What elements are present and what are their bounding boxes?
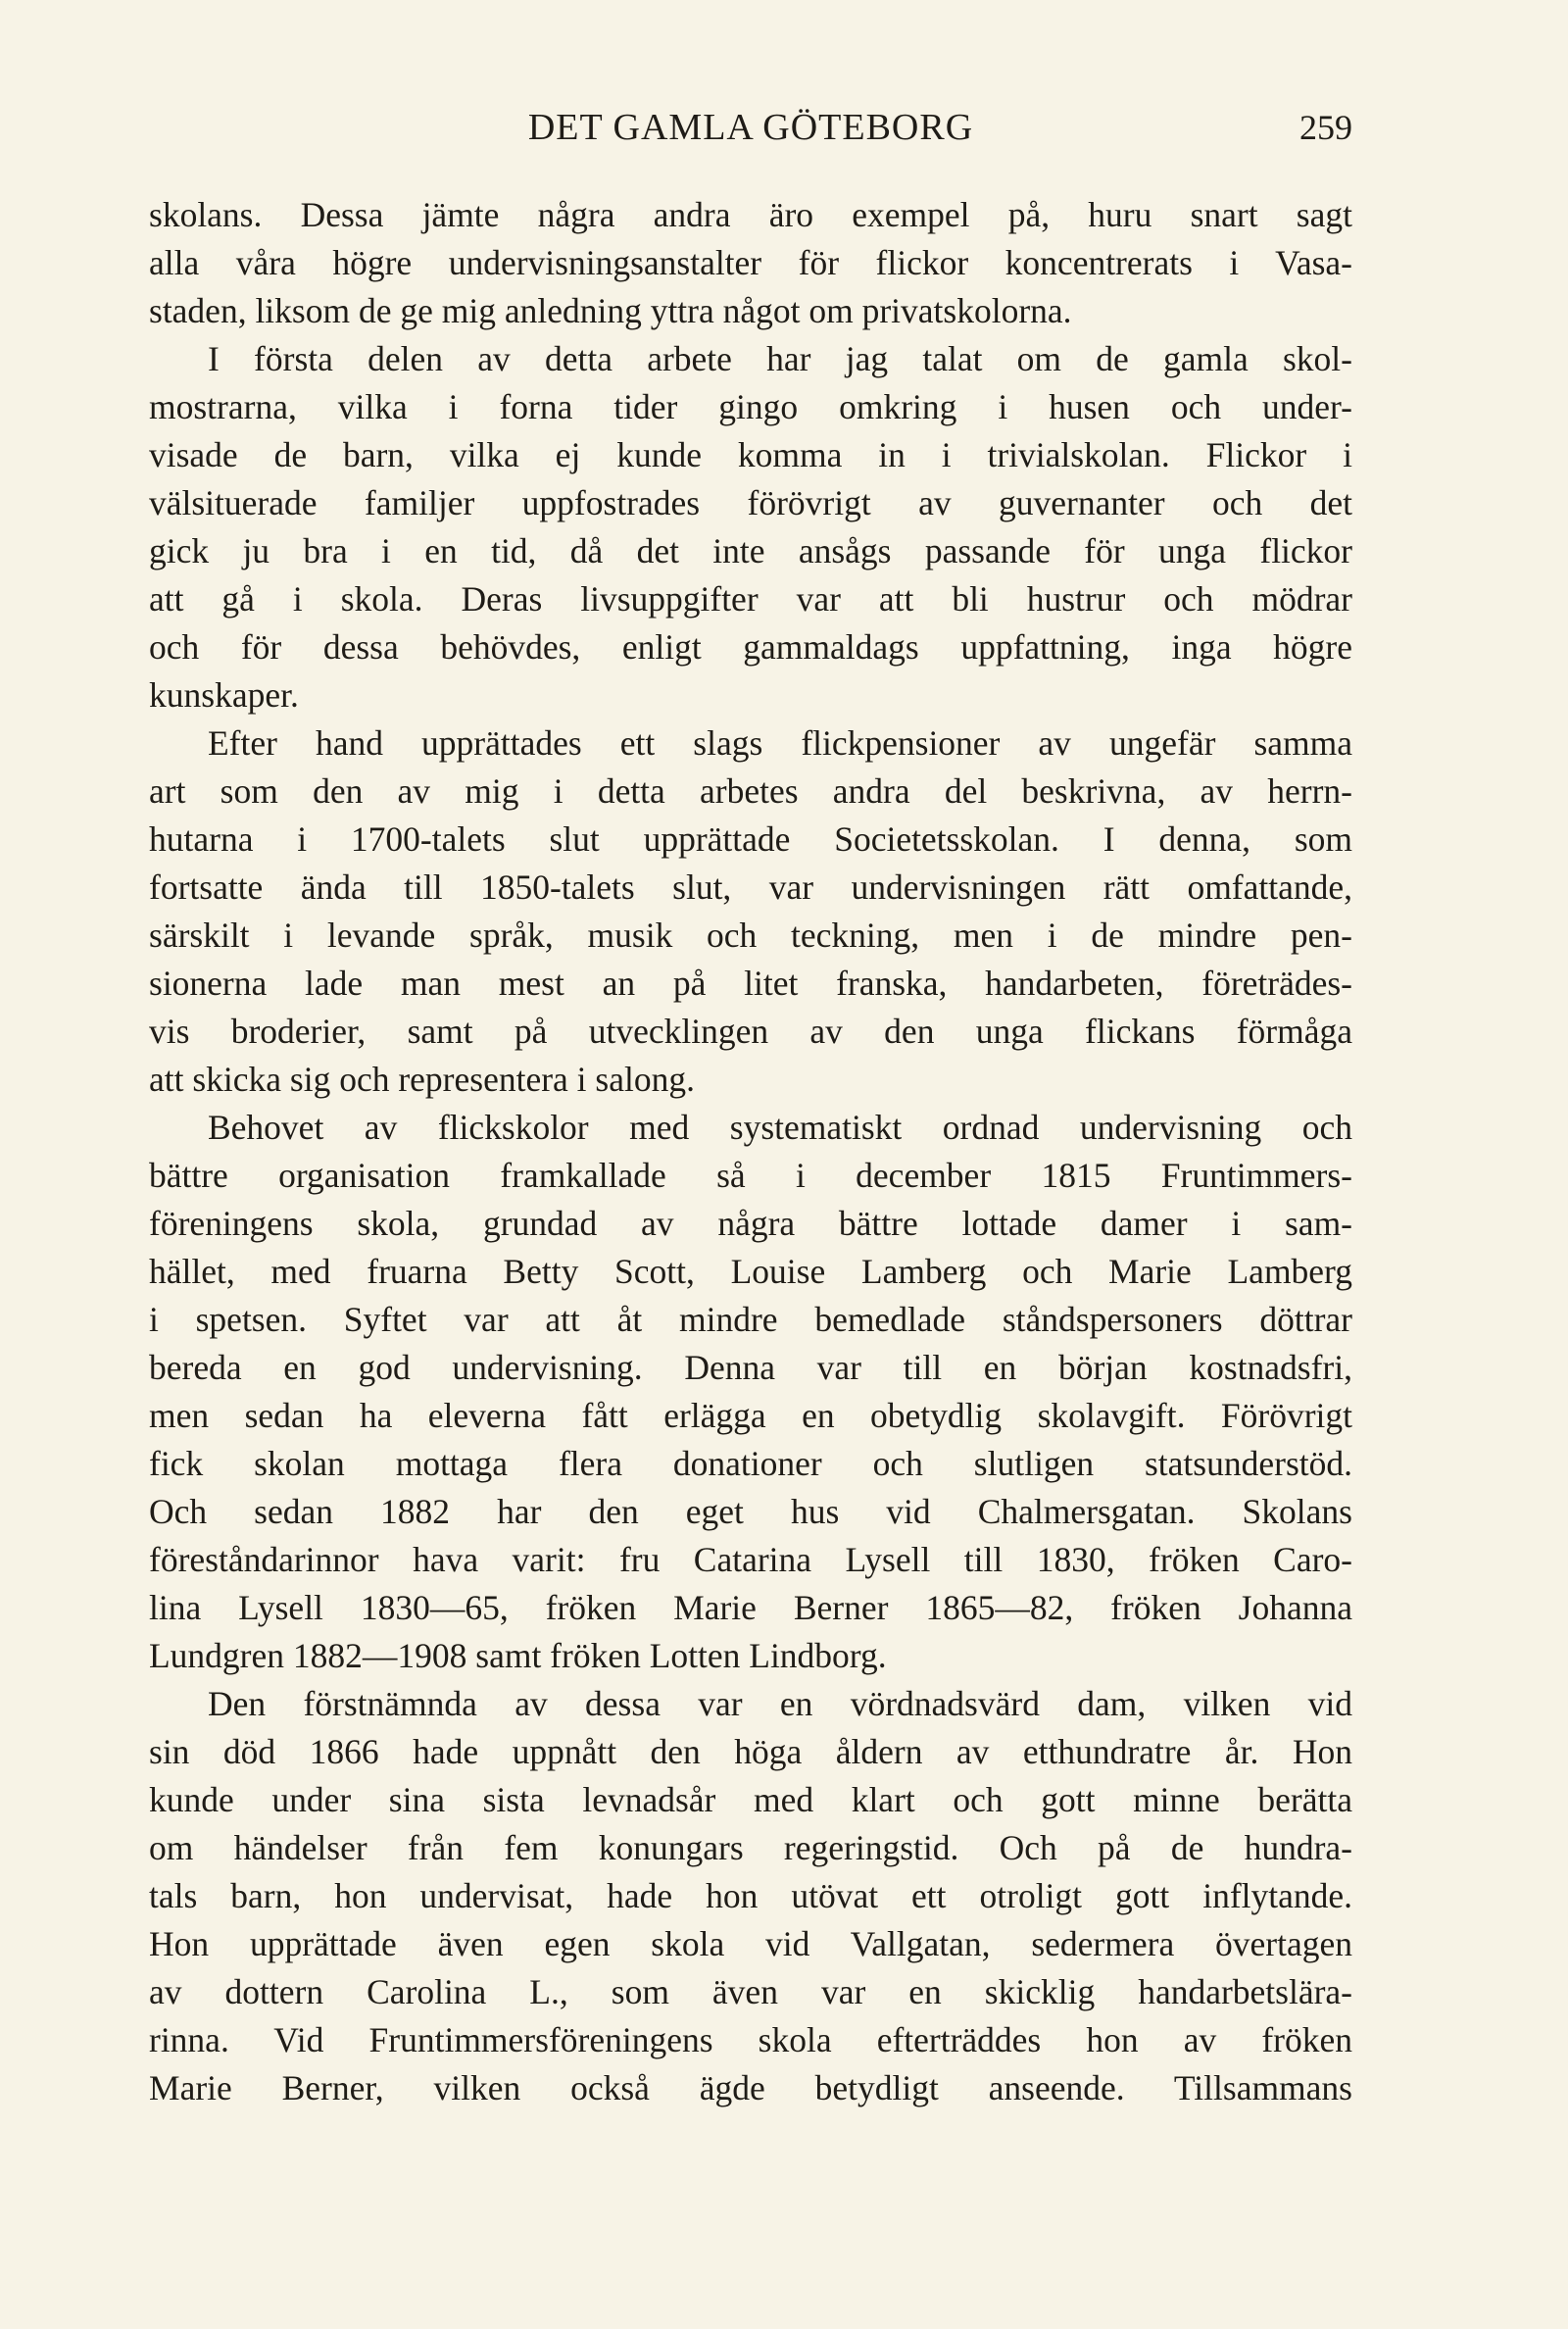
text-line: sin död 1866 hade uppnått den höga åldern av etthundratre år. Hon xyxy=(149,1732,1352,1771)
text-line: Marie Berner, vilken också ägde betydligt anseende. Tillsammans xyxy=(149,2068,1352,2107)
text-line: i spetsen. Syftet var att åt mindre bemedlade ståndspersoners döttrar xyxy=(149,1300,1352,1339)
text-line: tals barn, hon undervisat, hade hon utövat ett otroligt gott inflytande. xyxy=(149,1876,1352,1915)
text-line: att skicka sig och representera i salong. xyxy=(149,1060,695,1099)
text-line: föreståndarinnor hava varit: fru Catarina Lysell till 1830, fröken Caro- xyxy=(149,1540,1352,1579)
text-line: staden, liksom de ge mig anledning yttra något om privatskolorna. xyxy=(149,291,1072,330)
text-line: särskilt i levande språk, musik och teckning, men i de mindre pen- xyxy=(149,916,1352,955)
page-header xyxy=(149,98,1352,157)
text-line: hutarna i 1700-talets slut upprättade Societetsskolan. I denna, som xyxy=(149,819,1352,859)
text-line: och för dessa behövdes, enligt gammaldags uppfattning, inga högre xyxy=(149,627,1352,667)
text-line: vis broderier, samt på utvecklingen av den unga flickans förmåga xyxy=(149,1012,1352,1051)
text-line: fick skolan mottaga flera donationer och slutligen statsunderstöd. xyxy=(149,1444,1352,1483)
text-line: välsituerade familjer uppfostrades förövrigt av guvernanter och det xyxy=(149,483,1352,522)
text-line: kunskaper. xyxy=(149,675,299,715)
text-line: visade de barn, vilka ej kunde komma in i trivialskolan. Flickor i xyxy=(149,435,1352,474)
text-line: I första delen av detta arbete har jag talat om de gamla skol- xyxy=(208,339,1352,378)
text-line: om händelser från fem konungars regeringstid. Och på de hundra- xyxy=(149,1828,1352,1867)
text-line: fortsatte ända till 1850-talets slut, var undervisningen rätt omfattande, xyxy=(149,867,1352,907)
text-line: mostrarna, vilka i forna tider gingo omkring i husen och under- xyxy=(149,387,1352,426)
text-line: Den förstnämnda av dessa var en vördnadsvärd dam, vilken vid xyxy=(208,1684,1352,1723)
text-line: art som den av mig i detta arbetes andra del beskrivna, av herrn- xyxy=(149,771,1352,811)
body-text xyxy=(149,191,1352,2112)
text-line: bereda en god undervisning. Denna var till en början kostnadsfri, xyxy=(149,1348,1352,1387)
text-line: Hon upprättade även egen skola vid Vallgatan, sedermera övertagen xyxy=(149,1924,1352,1963)
text-line: lina Lysell 1830—65, fröken Marie Berner 1865—82, fröken Johanna xyxy=(149,1588,1352,1627)
text-line: föreningens skola, grundad av några bättre lottade damer i sam- xyxy=(149,1204,1352,1243)
text-line: skolans. Dessa jämte några andra äro exempel på, huru snart sagt xyxy=(149,195,1352,234)
text-line: Efter hand upprättades ett slags flickpensioner av ungefär samma xyxy=(208,723,1352,763)
text-line: rinna. Vid Fruntimmersföreningens skola efterträddes hon av fröken xyxy=(149,2020,1352,2059)
page-number: 259 xyxy=(1299,108,1352,147)
text-line: gick ju bra i en tid, då det inte ansågs passande för unga flickor xyxy=(149,531,1352,570)
text-line: alla våra högre undervisningsanstalter för flickor koncentrerats i Vasa- xyxy=(149,243,1352,282)
text-line: Lundgren 1882—1908 samt fröken Lotten Lindborg. xyxy=(149,1636,887,1675)
text-line: hället, med fruarna Betty Scott, Louise Lamberg och Marie Lamberg xyxy=(149,1252,1352,1291)
text-line: Behovet av flickskolor med systematiskt ordnad undervisning och xyxy=(208,1108,1352,1147)
text-line: av dottern Carolina L., som även var en skicklig handarbetslära- xyxy=(149,1972,1352,2011)
text-line: att gå i skola. Deras livsuppgifter var att bli hustrur och mödrar xyxy=(149,579,1352,619)
text-line: Och sedan 1882 har den eget hus vid Chalmersgatan. Skolans xyxy=(149,1492,1352,1531)
text-line: bättre organisation framkallade så i december 1815 Fruntimmers- xyxy=(149,1156,1352,1195)
running-title: DET GAMLA GÖTEBORG xyxy=(527,107,974,148)
text-line: men sedan ha eleverna fått erlägga en obetydlig skolavgift. Förövrigt xyxy=(149,1396,1352,1435)
text-line: kunde under sina sista levnadsår med klart och gott minne berätta xyxy=(149,1780,1352,1819)
text-line: sionerna lade man mest an på litet franska, handarbeten, företrädes- xyxy=(149,964,1352,1003)
